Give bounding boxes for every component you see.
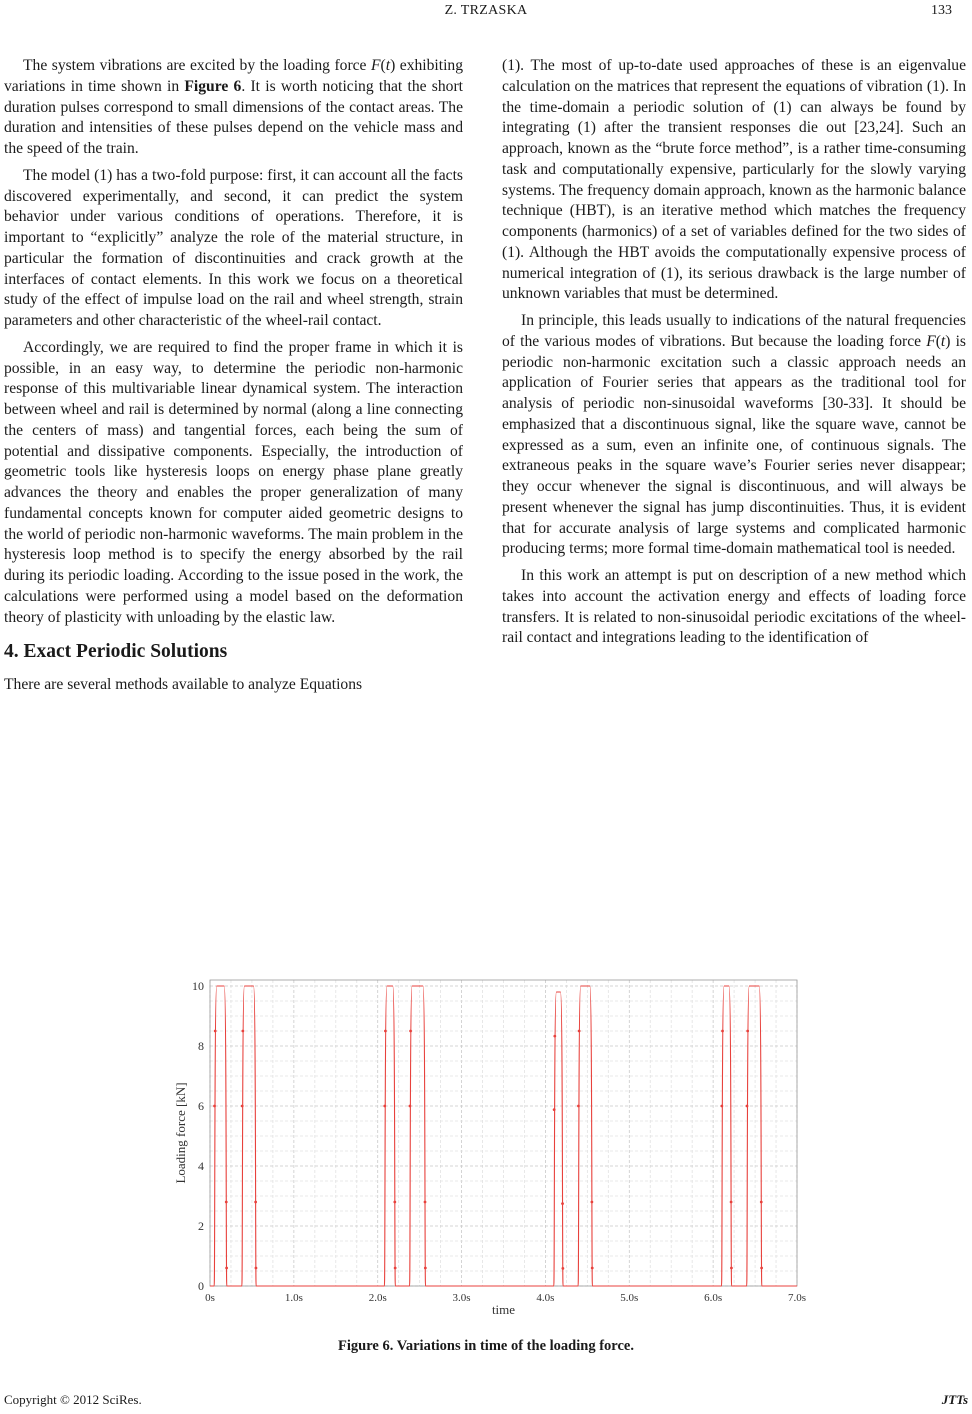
- data-point-marker: [213, 1105, 216, 1108]
- data-point-marker: [561, 1202, 564, 1205]
- data-point-marker: [394, 1267, 397, 1270]
- x-axis-label: time: [491, 1302, 516, 1317]
- paragraph: Accordingly, we are required to find the proper frame in which it is possible, in an easy way, to determine the periodic non-harmonic response of this multivariable linear dynamical system. The interaction between wheel and rail is determined by normal (along a line connecting the centers of mass) and tangential forces, each being the sum of potential and dissipative components. Especially, the introduction of geometric tools like hysteresis loops on energy phase plane greatly advances the theory and enables the proper generalization of many fundamental concepts known for computer aided geometric designs to the world of periodic non-harmonic waveforms. The main problem in the hysteresis loop method is to specify the energy absorbed by the rail during its periodic loading. According to the issue posed in the work, the calculations were performed using a model based on the deformation theory of plasticity with unloading by the elastic law.: [4, 338, 463, 626]
- data-point-marker: [553, 1035, 556, 1038]
- data-point-marker: [409, 1105, 412, 1108]
- data-point-marker: [383, 1105, 386, 1108]
- left-column: [4, 56, 463, 702]
- y-axis-label: Loading force [kN]: [173, 1082, 188, 1184]
- data-point-marker: [561, 1267, 564, 1270]
- data-point-marker: [760, 1267, 763, 1270]
- x-tick-label: 7.0s: [787, 1292, 807, 1304]
- data-point-marker: [254, 1201, 257, 1204]
- x-tick-label: 1.0s: [284, 1292, 303, 1304]
- paragraph: There are several methods available to analyze Equations: [4, 676, 363, 693]
- data-point-marker: [241, 1030, 244, 1033]
- data-point-marker: [591, 1267, 594, 1270]
- loading-force-chart: [170, 975, 810, 1325]
- data-point-marker: [214, 1030, 217, 1033]
- section-heading: 4. Exact Periodic Solutions: [4, 641, 228, 663]
- y-tick-label: 10: [192, 979, 204, 993]
- y-tick-label: 6: [198, 1099, 204, 1113]
- y-tick-label: 4: [198, 1159, 204, 1173]
- data-point-marker: [746, 1030, 749, 1033]
- data-point-marker: [577, 1105, 580, 1108]
- x-tick-label: 6.0s: [704, 1292, 723, 1304]
- x-tick-label: 0s: [205, 1292, 215, 1304]
- data-point-marker: [590, 1201, 593, 1204]
- data-point-marker: [746, 1105, 749, 1108]
- data-point-marker: [393, 1201, 396, 1204]
- data-point-marker: [225, 1267, 228, 1270]
- page-number: 133: [931, 3, 952, 18]
- page-footer: [0, 1392, 972, 1412]
- data-point-marker: [760, 1201, 763, 1204]
- y-tick-label: 0: [198, 1279, 204, 1293]
- data-point-marker: [730, 1267, 733, 1270]
- data-point-marker: [424, 1201, 427, 1204]
- data-point-marker: [241, 1105, 244, 1108]
- paragraph: In principle, this leads usually to indications of the natural frequencies of the various modes of vibrations. But because the loading force F(t) is periodic non-harmonic excitation such a classic approach needs an application of Fourier series that appears as the traditional tool for analysis of periodic non-sinusoidal waveforms [30-33]. It should be emphasized that a discontinuous signal, like the square wave, cannot be expressed as a sum, even an infinite one, of continuous signals. The extraneous peaks in the square wave’s Fourier series never disappear; they occur whenever the signal is discontinuous, and will always be present whenever the signal has jump discontinuities. Thus, it is evident that for accurate analysis of large systems and complicated harmonic producing terms; more formal time-domain mathematical tool is needed.: [502, 312, 966, 558]
- y-tick-label: 2: [198, 1219, 204, 1233]
- paragraph: The model (1) has a two-fold purpose: first, it can account all the facts discovered experimentally, and second, it can predict the system behavior under various conditions of operations. Therefore, it is important to “explicitly” analyze the role of the material structure, in particular the formation of discontinuities and crack growth at the interfaces of contact elements. In this work we focus on a theoretical study of the effect of impulse load on the rail and wheel strength, strain parameters and other characteristic of the wheel-rail contact.: [4, 166, 463, 329]
- x-tick-label: 3.0s: [452, 1292, 471, 1304]
- data-point-marker: [721, 1030, 724, 1033]
- paragraph: (1). The most of up-to-date used approaches of these is an eigenvalue calculation on the matrices that represent the equations of vibration (1). In the time-domain a periodic solution of (1) can always be found by integrating (1) after the transient responses die out [23,24]. Such an approach, known as the “brute force method”, is a rather time-consuming task and computationally expensive, particularly for the slowly varying systems. The frequency domain approach, known as the harmonic balance technique (HBT), is an iterative method which matches the frequency components (harmonics) of a set of variables defined for the two sides of (1). Although the HBT avoids the computationally expensive process of numerical integration of (1), its serious drawback is the large number of unknown variables that must be determined.: [502, 57, 966, 303]
- paragraph: The system vibrations are excited by the loading force F(t) exhibiting variations in time shown in Figure 6. It is worth noticing that the short duration pulses correspond to small dimensions of the contact areas. The duration and intensities of these pulses depend on the vehicle mass and the speed of the train.: [4, 57, 464, 157]
- figure-reference[interactable]: Figure 6: [184, 77, 242, 95]
- figure-6: [170, 975, 810, 1325]
- x-tick-label: 4.0s: [536, 1292, 555, 1304]
- x-tick-label: 5.0s: [620, 1292, 639, 1304]
- data-point-marker: [225, 1201, 228, 1204]
- data-point-marker: [578, 1030, 581, 1033]
- data-point-marker: [384, 1030, 387, 1033]
- running-header-author: Z. TRZASKA: [444, 3, 528, 18]
- journal-name: JTTs: [941, 1392, 968, 1407]
- paragraph: In this work an attempt is put on description of a new method which takes into account the activation energy and effects of loading force transfers. It is related to non-sinusoidal periodic excitations of the wheel-rail contact and integrations leading to the identification of: [502, 567, 966, 647]
- data-point-marker: [553, 1108, 556, 1111]
- data-point-marker: [424, 1267, 427, 1270]
- y-tick-label: 8: [198, 1039, 204, 1053]
- right-column: [502, 56, 966, 655]
- x-tick-label: 2.0s: [368, 1292, 387, 1304]
- data-point-marker: [730, 1201, 733, 1204]
- copyright-notice: Copyright © 2012 SciRes.: [4, 1392, 142, 1407]
- data-point-marker: [720, 1105, 723, 1108]
- figure-caption: Figure 6. Variations in time of the loading force.: [338, 1338, 634, 1354]
- data-point-marker: [409, 1030, 412, 1033]
- running-header: [0, 0, 972, 28]
- data-point-marker: [255, 1267, 258, 1270]
